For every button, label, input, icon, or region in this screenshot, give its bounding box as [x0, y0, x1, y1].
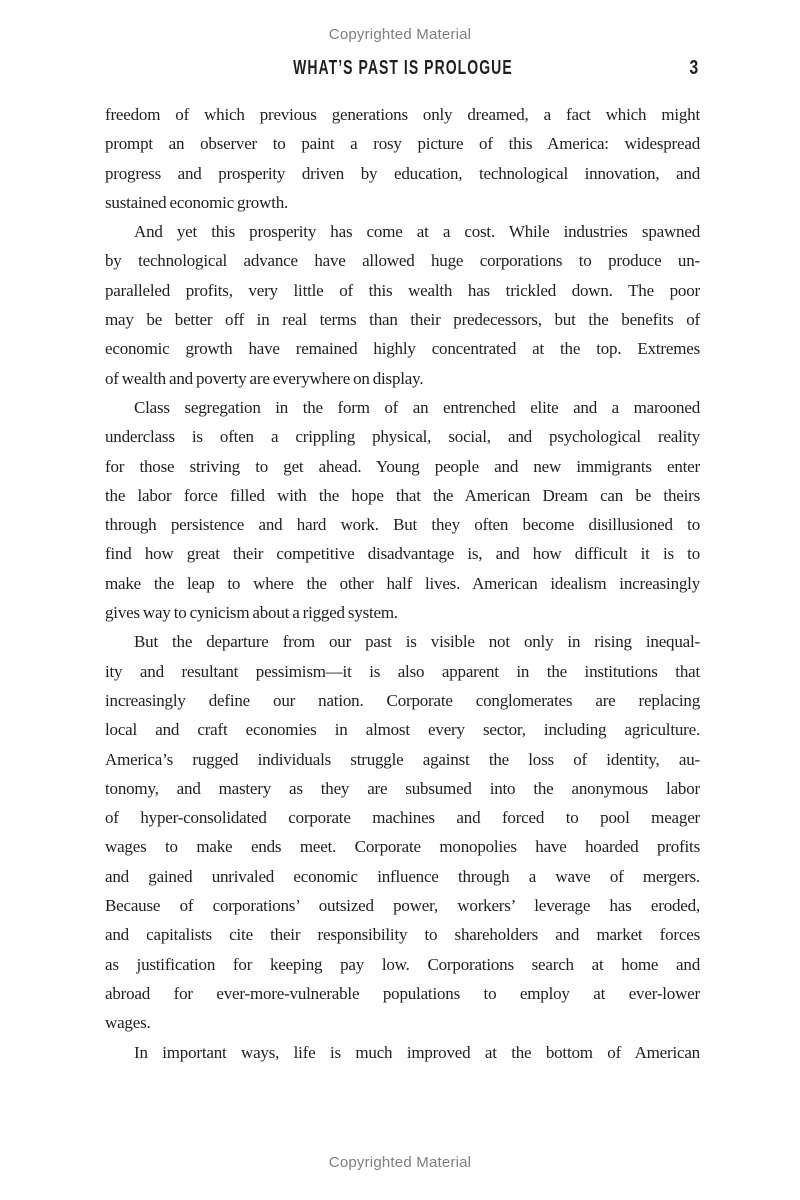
text-line: may be better off in real terms than their predecessors, but the benefits of	[105, 310, 700, 330]
text-line: prompt an observer to paint a rosy picture of this America: widespread	[105, 134, 700, 154]
text-line: increasingly define our nation. Corporate conglomerates are replacing	[105, 690, 700, 710]
text-line: of hyper-consolidated corporate machines and forced to pool meager	[105, 808, 700, 828]
text-line: economic growth have remained highly concentrated at the top. Extremes	[105, 339, 700, 359]
text-line: America’s rugged individuals struggle against the loss of identity, au-	[105, 749, 700, 769]
text-line: progress and prosperity driven by education, technological innovation, and	[105, 163, 700, 183]
text-line: Because of corporations’ outsized power, workers’ leverage has eroded,	[105, 896, 700, 916]
text-line: tonomy, and mastery as they are subsumed into the anonymous labor	[105, 778, 700, 798]
text-line: In important ways, life is much improved at the bottom of American	[134, 1042, 700, 1062]
paragraph	[105, 393, 700, 627]
body-text	[105, 100, 700, 1067]
text-line: wages.	[105, 1013, 151, 1033]
paragraph	[105, 100, 700, 217]
text-line: And yet this prosperity has come at a cost. While industries spawned	[134, 222, 700, 242]
text-line: and capitalists cite their responsibility to shareholders and market forces	[105, 925, 700, 945]
text-line: But the departure from our past is visible not only in rising inequal-	[134, 632, 700, 652]
text-line: through persistence and hard work. But they often become disillusioned to	[105, 515, 700, 535]
text-line: freedom of which previous generations only dreamed, a fact which might	[105, 105, 700, 124]
text-line: by technological advance have allowed huge corporations to produce un-	[105, 251, 700, 271]
text-line: sustained economic growth.	[105, 192, 289, 212]
running-header	[105, 57, 700, 81]
text-line: underclass is often a crippling physical, social, and psychological reality	[105, 427, 700, 447]
paragraph	[105, 627, 700, 1037]
text-line: as justification for keeping pay low. Corporations search at home and	[105, 954, 700, 974]
text-line: and gained unrivaled economic influence through a wave of mergers.	[105, 866, 700, 886]
text-line: for those striving to get ahead. Young people and new immigrants enter	[105, 456, 700, 476]
text-line: the labor force filled with the hope that the American Dream can be theirs	[105, 485, 700, 505]
text-line: make the leap to where the other half lives. American idealism increasingly	[105, 573, 700, 593]
copyright-notice-top: Copyrighted Material	[328, 26, 472, 43]
text-line: abroad for ever-more-vulnerable populations to employ at ever-lower	[105, 983, 700, 1003]
text-line: of wealth and poverty are everywhere on display.	[105, 368, 424, 388]
text-line: local and craft economies in almost every sector, including agriculture.	[105, 720, 700, 740]
text-line: find how great their competitive disadvantage is, and how difficult it is to	[105, 544, 700, 564]
running-header-title: WHAT’S PAST IS PROLOGUE	[292, 57, 513, 79]
text-line: Class segregation in the form of an entrenched elite and a marooned	[134, 397, 700, 417]
text-line: paralleled profits, very little of this wealth has trickled down. The poor	[105, 280, 700, 300]
text-line: wages to make ends meet. Corporate monopolies have hoarded profits	[105, 837, 700, 857]
copyright-notice-bottom: Copyrighted Material	[328, 1154, 472, 1171]
paragraph	[105, 1038, 700, 1067]
text-line: ity and resultant pessimism—it is also apparent in the institutions that	[105, 661, 700, 681]
paragraph	[105, 217, 700, 393]
page-number: 3	[689, 57, 698, 79]
text-line: gives way to cynicism about a rigged system.	[105, 603, 398, 623]
